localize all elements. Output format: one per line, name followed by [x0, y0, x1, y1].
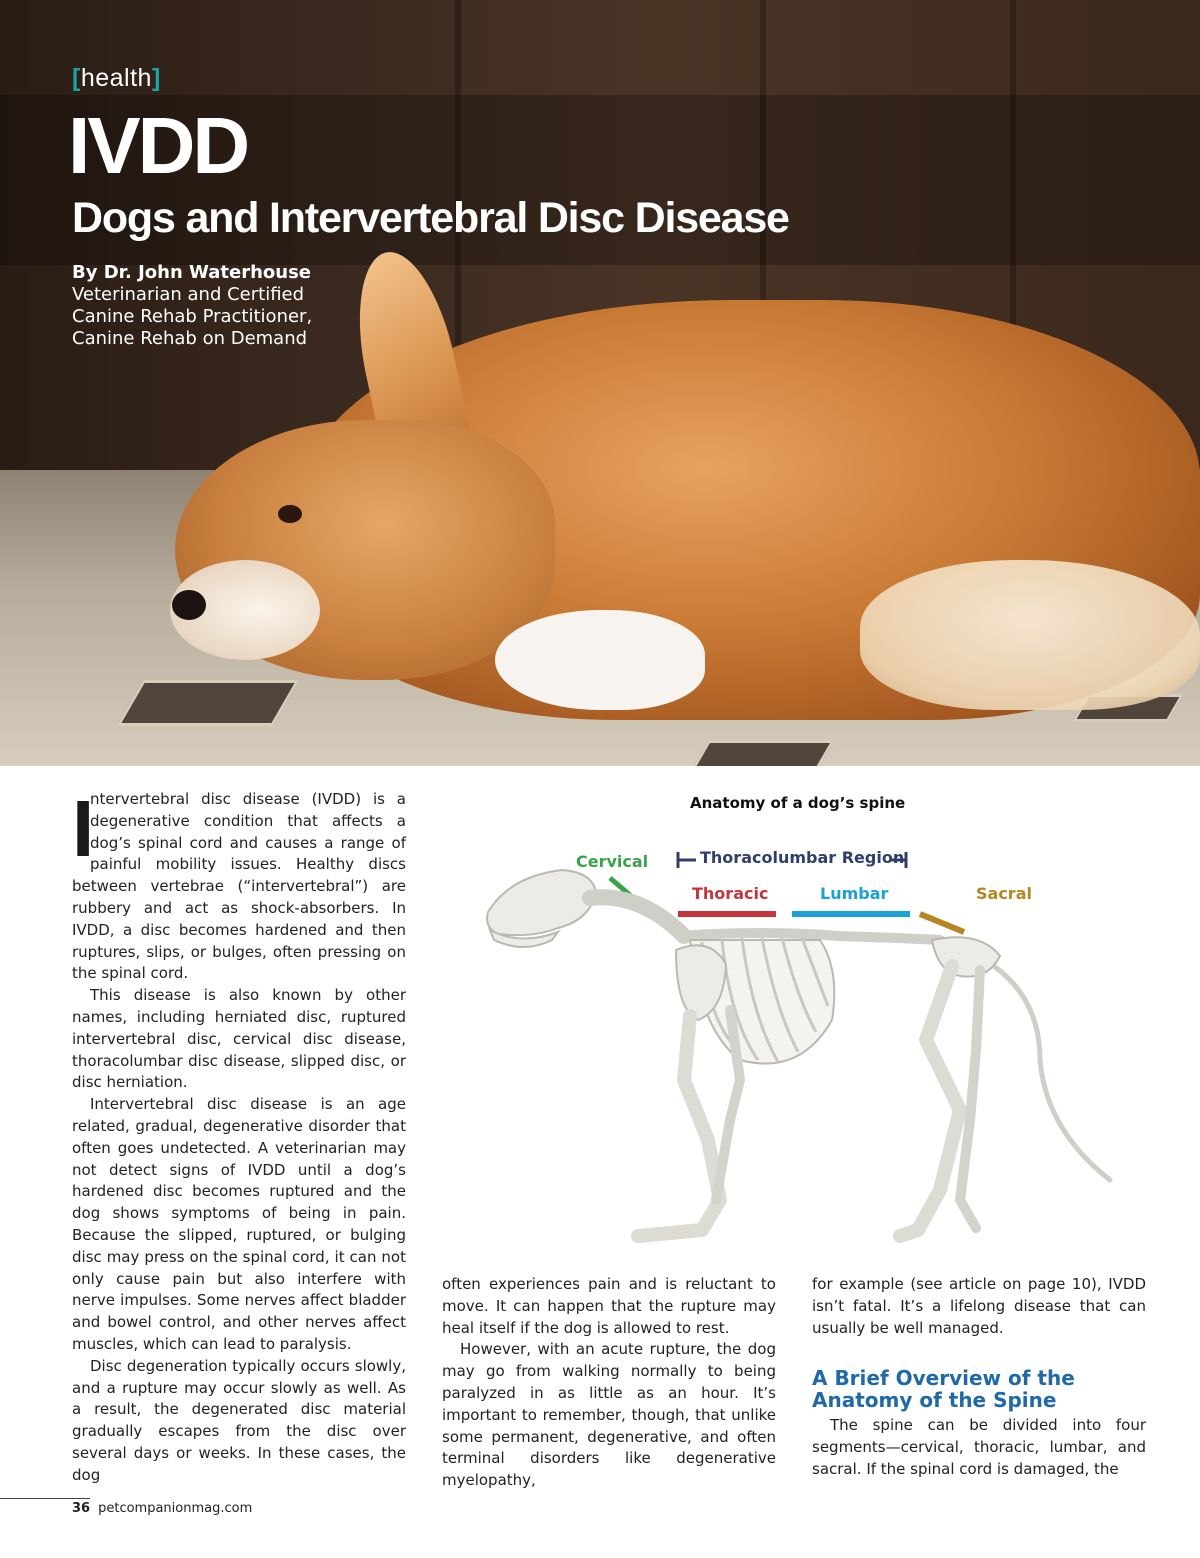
dog-nose [172, 590, 206, 620]
paragraph: often experiences pain and is reluctant to move. It can happen that the rupture may heal itself if the dog is allowed to rest. [442, 1275, 776, 1337]
author-name: By Dr. John Waterhouse [72, 262, 312, 283]
bracket-open: [ [72, 64, 81, 92]
author-credential: Canine Rehab Practitioner, [72, 306, 313, 327]
bracket-close: ] [151, 64, 161, 92]
article-column-2 [442, 1274, 776, 1492]
page-number: 36 [72, 1501, 91, 1516]
paragraph: The spine can be divided into four segments—cervical, thoracic, lumbar, and sacral. If the spinal cord is damaged, the [812, 1416, 1146, 1478]
section-heading: A Brief Overview of the Anatomy of the Spine [812, 1366, 1075, 1413]
paragraph: However, with an acute rupture, the dog may go from walking normally to being paralyzed in as little as an hour. It’s important to remember, though, that unlike some permanent, degenerative, and often terminal disorders like degenerative myelopathy, [442, 1340, 776, 1490]
article-column-1 [72, 784, 406, 1487]
label-thoracolumbar-region: Thoracolumbar Region [700, 848, 905, 867]
author-credential: Veterinarian and Certified [72, 284, 305, 305]
diagram-title: Anatomy of a dog’s spine [690, 794, 906, 812]
skeleton [487, 870, 1110, 1236]
paragraph [72, 784, 406, 985]
dog-eye [278, 505, 302, 523]
section-label: health [80, 64, 152, 92]
label-thoracic: Thoracic [692, 884, 769, 903]
paragraph: for example (see article on page 10), IVDD isn’t fatal. It’s a lifelong disease that can usually be well managed. [812, 1275, 1146, 1337]
section-kicker [72, 64, 161, 93]
article-column-3 [812, 1274, 1146, 1481]
site-url: petcompanionmag.com [98, 1501, 253, 1516]
dog-paw [495, 610, 705, 710]
label-sacral: Sacral [976, 884, 1032, 903]
paragraph: Disc degeneration typically occurs slowly, and a rupture may occur slowly as well. As a result, the degenerated disc material gradually escapes from the disc over several days or weeks. In these cases, the dog [72, 1356, 406, 1484]
page-footer [72, 1501, 252, 1516]
paragraph: This disease is also known by other names, including herniated disc, ruptured intervertebral disc, cervical disc disease, thoracolumbar disc disease, slipped disc, or disc herniation. [72, 986, 406, 1092]
floor-tile-inlay [691, 740, 834, 766]
author-credential: Canine Rehab on Demand [72, 328, 308, 349]
label-lumbar: Lumbar [820, 884, 889, 903]
drop-cap: I [72, 784, 95, 873]
sacral-marker [920, 914, 964, 932]
paragraph: Intervertebral disc disease is an age related, gradual, degenerative disorder that often goes undetected. A veterinarian may not detect signs of IVDD until a dog’s hardened disc becomes ruptured and the dog shows symptoms of being in pain. Because the slipped, ruptured, or bulging disc may press on the spinal cord, it can not only cause pain but also interfere with nerve impulses. Some nerves affect bladder and bowel control, and other nerves affect muscles, which can lead to paralysis. [72, 1095, 406, 1353]
spine-anatomy-diagram [440, 780, 1160, 1250]
paragraph-text: ntervertebral disc disease (IVDD) is a degenerative condition that affects a dog’s spinal cord and causes a range of painful mobility issues. Healthy discs between vertebrae (“intervertebral”) are rubbery and act as shock-absorbers. In IVDD, a disc becomes hardened and then ruptures, slips, or bulges, often pressing on the spinal cord. [72, 790, 406, 983]
article-subtitle: Dogs and Intervertebral Disc Disease [72, 194, 789, 242]
article-title: IVDD [68, 101, 248, 190]
dog-hind-fur [860, 560, 1200, 710]
floor-tile-inlay [117, 680, 300, 726]
footer-rule [0, 1498, 90, 1499]
label-cervical: Cervical [576, 852, 649, 871]
byline [72, 262, 312, 350]
